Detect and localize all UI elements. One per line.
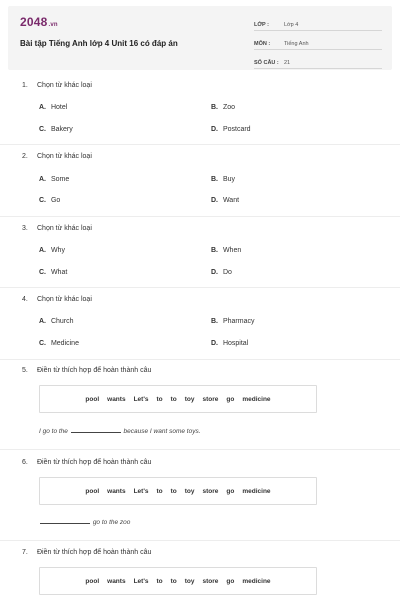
question-prompt [22,225,92,232]
word-bank-item: store [202,395,219,403]
option-text: Some [50,176,70,183]
word-bank-item: toy [184,577,195,585]
word-bank-item: toy [184,487,195,495]
word-bank-item: wants [107,577,126,585]
meta-question-count [254,54,382,69]
option-letter: B. [211,176,218,183]
divider [0,449,400,450]
word-bank-item: pool [85,577,100,585]
meta-label: MÔN : [254,41,271,47]
divider [0,216,400,217]
word-bank-item: go [226,487,235,495]
word-bank-item: toy [184,395,195,403]
question-number: 3. [22,225,28,232]
option-letter: D. [211,340,218,347]
question-number: 1. [22,82,28,89]
question-prompt [22,296,92,303]
word-bank-item: go [226,577,235,585]
word-bank-item: wants [107,487,126,495]
option-c[interactable] [39,340,79,347]
question-number: 4. [22,296,28,303]
meta-value: Tiếng Anh [284,41,309,47]
document-title: Bài tập Tiếng Anh lớp 4 Unit 16 có đáp án [20,39,178,48]
option-text: Zoo [222,104,236,111]
option-c[interactable] [39,126,73,133]
question-number: 5. [22,367,28,374]
option-text: Do [222,269,232,276]
option-d[interactable] [211,197,239,204]
word-bank-item: to [156,577,163,585]
question-text: Điền từ thích hợp để hoàn thành câu [37,549,152,556]
option-d[interactable] [211,126,251,133]
sentence-end: go to the zoo [92,519,131,526]
question-text: Chọn từ khác loại [37,82,92,89]
word-bank-item: medicine [242,395,271,403]
site-logo[interactable] [20,15,58,29]
word-bank-item: Let's [133,577,149,585]
option-text: Hospital [222,340,249,347]
option-letter: B. [211,247,218,254]
question-prompt [22,549,151,556]
word-bank-item: medicine [242,487,271,495]
option-text: Hotel [50,104,68,111]
sentence-start: I go to the [39,428,68,435]
option-a[interactable] [39,176,69,183]
option-letter: D. [211,126,218,133]
option-d[interactable] [211,269,232,276]
option-letter: C. [39,340,46,347]
word-bank-item: to [156,395,163,403]
word-bank-item: to [170,395,177,403]
option-b[interactable] [211,247,241,254]
option-text: Bakery [50,126,73,133]
question-text: Điền từ thích hợp để hoàn thành câu [37,367,152,374]
meta-info [254,16,382,73]
word-bank-item: store [202,577,219,585]
divider [0,359,400,360]
option-letter: A. [39,176,46,183]
option-letter: A. [39,104,46,111]
option-text: Go [50,197,61,204]
option-a[interactable] [39,318,74,325]
divider [0,287,400,288]
word-bank-item: go [226,395,235,403]
question-number: 2. [22,153,28,160]
meta-grade [254,16,382,31]
word-bank-item: store [202,487,219,495]
option-text: When [222,247,242,254]
option-letter: B. [211,104,218,111]
option-d[interactable] [211,340,248,347]
word-bank-item: pool [85,395,100,403]
sentence-end: because I want some toys. [123,428,201,435]
divider [0,144,400,145]
question-number: 7. [22,549,28,556]
option-letter: D. [211,269,218,276]
option-a[interactable] [39,104,67,111]
option-letter: A. [39,318,46,325]
question-text: Chọn từ khác loại [37,296,92,303]
question-text: Chọn từ khác loại [37,225,92,232]
option-text: Why [50,247,65,254]
option-b[interactable] [211,104,235,111]
word-bank-item: to [170,487,177,495]
logo-ext: .vn [48,22,58,28]
option-letter: B. [211,318,218,325]
option-letter: C. [39,197,46,204]
meta-value: 21 [284,60,291,66]
word-bank-item: Let's [133,395,149,403]
question-prompt [22,82,92,89]
option-a[interactable] [39,247,65,254]
question-prompt [22,153,92,160]
answer-blank[interactable] [71,427,121,433]
option-letter: A. [39,247,46,254]
option-text: Church [50,318,74,325]
word-bank [39,385,317,413]
logo-main: 2048 [20,15,48,29]
fill-sentence [39,427,201,435]
option-c[interactable] [39,197,60,204]
option-text: Want [222,197,240,204]
option-text: Pharmacy [222,318,255,325]
word-bank [39,567,317,595]
answer-blank[interactable] [40,518,90,524]
question-number: 6. [22,459,28,466]
word-bank-item: Let's [133,487,149,495]
word-bank-item: to [156,487,163,495]
meta-subject [254,35,382,50]
option-letter: C. [39,126,46,133]
question-prompt [22,459,151,466]
word-bank-item: wants [107,395,126,403]
option-letter: D. [211,197,218,204]
word-bank-item: to [170,577,177,585]
fill-sentence [39,518,130,526]
option-text: Buy [222,176,236,183]
question-text: Chọn từ khác loại [37,153,92,160]
worksheet-header [8,6,392,70]
option-letter: C. [39,269,46,276]
option-text: What [50,269,68,276]
meta-label: LỚP : [254,22,269,28]
option-text: Postcard [222,126,251,133]
word-bank [39,477,317,505]
question-text: Điền từ thích hợp để hoàn thành câu [37,459,152,466]
word-bank-item: pool [85,487,100,495]
divider [0,540,400,541]
word-bank-item: medicine [242,577,271,585]
option-text: Medicine [50,340,79,347]
option-c[interactable] [39,269,67,276]
meta-value: Lớp 4 [284,22,299,28]
option-b[interactable] [211,318,254,325]
meta-label: SỐ CÂU : [254,60,279,66]
question-prompt [22,367,151,374]
option-b[interactable] [211,176,235,183]
